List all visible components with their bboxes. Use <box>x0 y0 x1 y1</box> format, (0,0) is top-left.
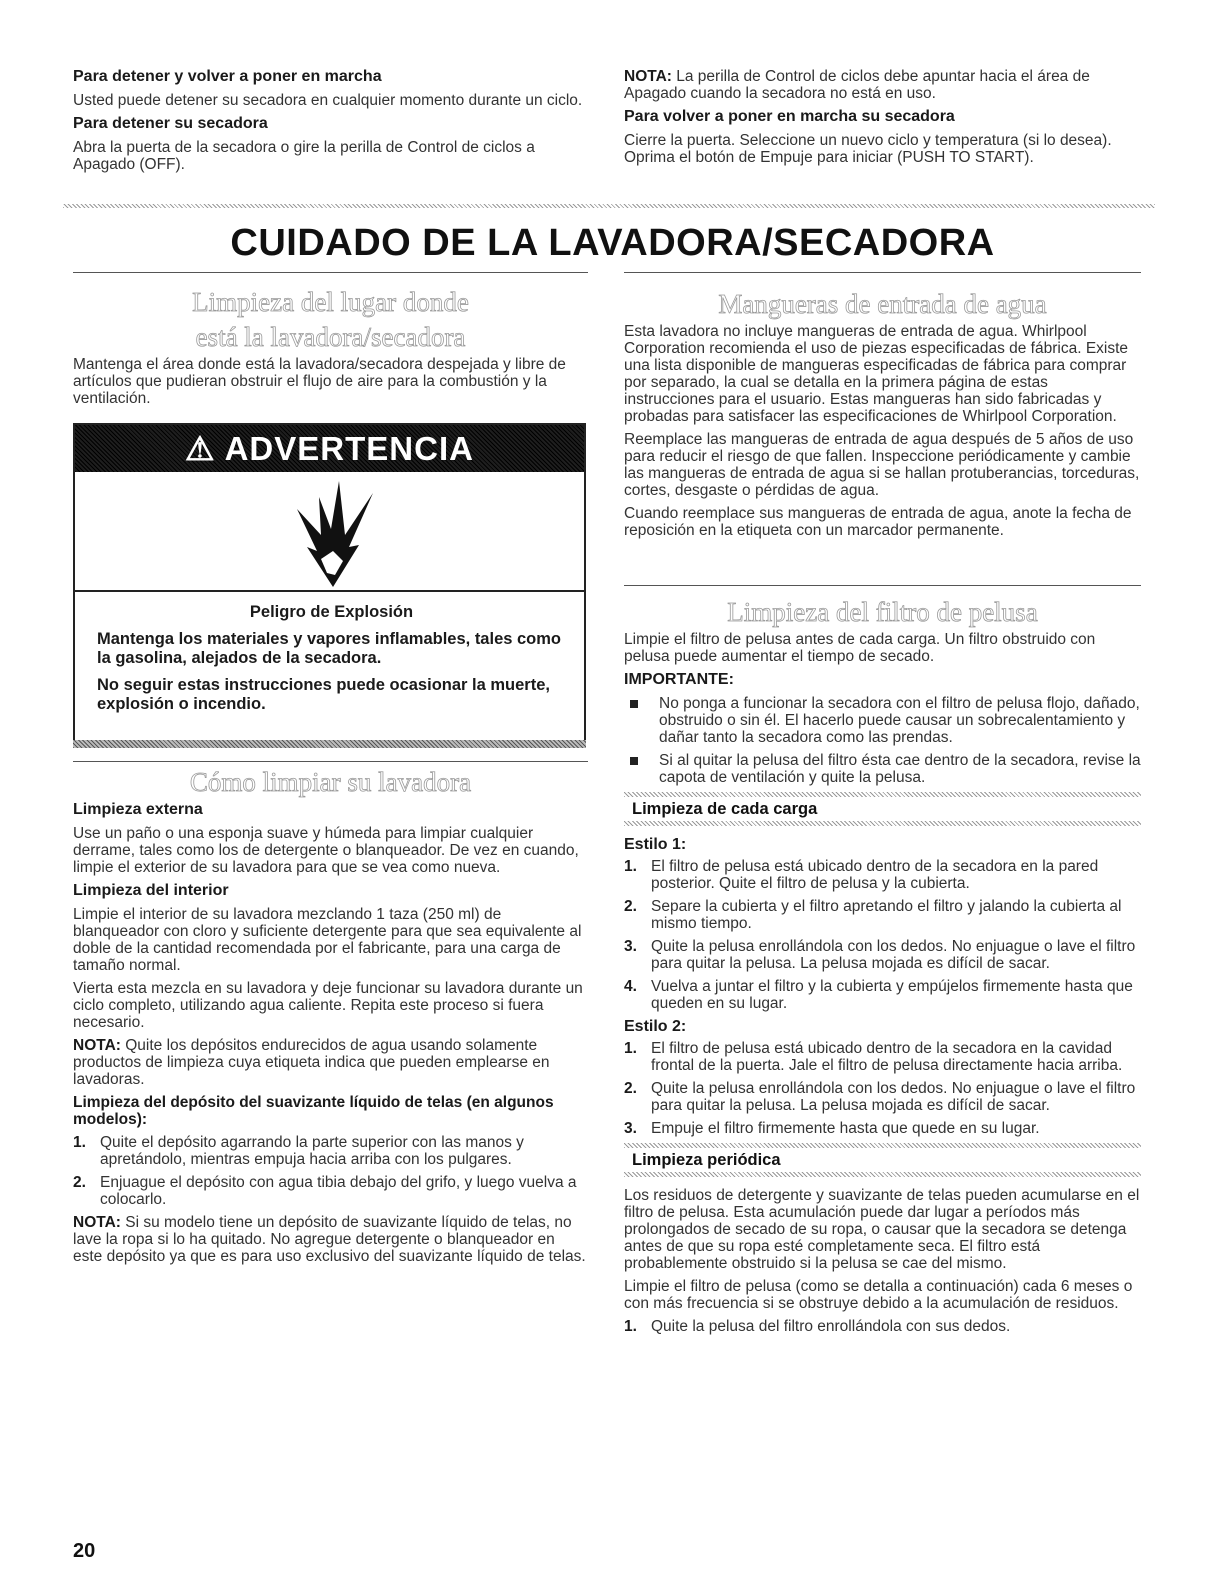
text-hoses-3: Cuando reemplace sus mangueras de entrada de agua, anote la fecha de reposición en la etiqueta con un marcador permanente. <box>624 505 1132 539</box>
section-site-cleaning <box>73 288 588 413</box>
text-periodic-2: Limpie el filtro de pelusa (como se detalla a continuación) cada 6 meses o con más frecuencia si se obstruye debido a la acumulación de residuos. <box>624 1278 1133 1312</box>
style-1-steps <box>624 858 1141 1012</box>
text-interior-cleaning-1: Limpie el interior de su lavadora mezclando 1 taza (250 ml) de blanqueador con cloro y suficiente detergente para que sea equivalente al doble de la cantidad recomendada por el fabricante, para una carga de tamaño normal. <box>73 906 582 974</box>
heading-restart-dryer: Para volver a poner en marcha su secadora <box>624 108 955 125</box>
label-style-1: Estilo 1: <box>624 836 687 853</box>
text-interior-cleaning-2: Vierta esta mezcla en su lavadora y deje funcionar su lavadora durante un ciclo completo, utilizando agua caliente. Repita este proceso si fuera necesario. <box>73 980 583 1031</box>
list-item: 1. Quite la pelusa del filtro enrollándola con sus dedos. <box>624 1318 1011 1335</box>
explosion-icon <box>287 479 379 587</box>
text-restart-dryer: Cierre la puerta. Seleccione un nuevo ciclo y temperatura (si lo desea). Oprima el botón de Empuje para iniciar (PUSH TO START). <box>624 132 1112 166</box>
section-title-hoses: Mangueras de entrada de agua <box>718 289 1047 319</box>
warning-line1: Mantenga los materiales y vapores inflamables, tales como la gasolina, alejados de la secadora. <box>97 630 562 667</box>
softener-steps <box>73 1134 588 1208</box>
top-divider <box>63 204 1155 208</box>
top-right-block <box>624 68 1149 172</box>
list-item: 3. Empuje el filtro firmemente hasta que quede en su lugar. <box>624 1120 1040 1137</box>
note-softener: NOTA: Si su modelo tiene un depósito de suavizante líquido de telas, no lave la ropa si lo ha quitado. No agregue detergente o blanqueador en este depósito ya que es para uso exclusivo del suavizante líquido de telas. <box>73 1214 586 1265</box>
top-left-block <box>73 68 588 179</box>
text-external-cleaning: Use un paño o una esponja suave y húmeda para limpiar cualquier derrame, tales como los de detergente o blanqueador. De vez en cuando, limpie el exterior de su lavadora para que se vea como nueva. <box>73 825 579 876</box>
page-title: CUIDADO DE LA LAVADORA/SECADORA <box>230 222 995 264</box>
list-item: Si al quitar la pelusa del filtro ésta cae dentro de la secadora, revise la capota de ventilación y quite la pelusa. <box>624 752 1141 786</box>
section-water-hoses <box>624 290 1141 545</box>
section-washer-cleaning <box>73 768 588 1271</box>
text-site-cleaning: Mantenga el área donde está la lavadora/secadora despejada y libre de artículos que pudieran obstruir el flujo de aire para la combustión y la ventilación. <box>73 356 566 407</box>
list-item: 1. Quite el depósito agarrando la parte superior con las manos y apretándolo, mientras empuja hacia arriba con los pulgares. <box>73 1134 524 1168</box>
page-number: 20 <box>73 1540 96 1562</box>
section-title-site-line1: Limpieza del lugar donde <box>192 287 469 317</box>
heading-external-cleaning: Limpieza externa <box>73 801 203 818</box>
warning-line2: No seguir estas instrucciones puede ocasionar la muerte, explosión o incendio. <box>97 676 550 713</box>
warning-header: ⚠ ADVERTENCIA <box>75 425 584 472</box>
section-title-lint: Limpieza del filtro de pelusa <box>727 597 1038 627</box>
bullet-square-icon <box>630 700 638 708</box>
subheading-each-load: Limpieza de cada carga <box>624 792 1141 826</box>
important-bullets <box>624 695 1141 786</box>
label-important: IMPORTANTE: <box>624 671 734 688</box>
text-stop-restart: Usted puede detener su secadora en cualquier momento durante un ciclo. <box>73 92 583 109</box>
warning-text <box>97 603 566 722</box>
heading-stop-restart: Para detener y volver a poner en marcha <box>73 68 382 85</box>
list-item: 1. El filtro de pelusa está ubicado dentro de la secadora en la pared posterior. Quite el filtro de pelusa y la cubierta. <box>624 858 1099 892</box>
list-item: 2. Quite la pelusa enrollándola con los dedos. No enjuague o lave el filtro para quitar la pelusa. La pelusa mojada es difícil de sacar. <box>624 1080 1136 1114</box>
bullet-square-icon <box>630 757 638 765</box>
right-section-rule <box>624 585 1141 586</box>
style-2-steps <box>624 1040 1141 1137</box>
text-lint-intro: Limpie el filtro de pelusa antes de cada carga. Un filtro obstruido con pelusa puede aumentar el tiempo de secado. <box>624 631 1096 665</box>
section-title-washer: Cómo limpiar su lavadora <box>189 767 472 797</box>
label-style-2: Estilo 2: <box>624 1018 687 1035</box>
list-item: 3. Quite la pelusa enrollándola con los dedos. No enjuague o lave el filtro para quitar la pelusa. La pelusa mojada es difícil de sacar. <box>624 938 1136 972</box>
heading-softener-dispenser: Limpieza del depósito del suavizante líquido de telas (en algunos modelos): <box>73 1094 554 1128</box>
text-hoses-1: Esta lavadora no incluye mangueras de entrada de agua. Whirlpool Corporation recomienda el uso de piezas especificadas de fábrica. Existe una lista disponible de mangueras especificadas de fábrica para comprar por separado, la cual se detalla en la primera página de estas instrucciones para el usuario. Estas mangueras han sido fabricadas y probadas para satisfacer las especificaciones de Whirlpool Corporation. <box>624 323 1129 425</box>
list-item: 4. Vuelva a juntar el filtro y la cubierta y empújelos firmemente hasta que queden en su lugar. <box>624 978 1133 1012</box>
warning-triangle-icon: ⚠ <box>185 430 216 467</box>
subheading-periodic: Limpieza periódica <box>624 1143 1141 1177</box>
left-section-rule <box>73 761 588 762</box>
periodic-steps <box>624 1318 1141 1335</box>
text-stop-dryer: Abra la puerta de la secadora o gire la perilla de Control de ciclos a Apagado (OFF). <box>73 139 535 173</box>
heading-stop-dryer: Para detener su secadora <box>73 115 268 132</box>
heading-interior-cleaning: Limpieza del interior <box>73 882 229 899</box>
section-title-site-line2: está la lavadora/secadora <box>195 322 466 352</box>
warning-box <box>73 423 586 748</box>
list-item: 2. Separe la cubierta y el filtro apretando el filtro y jalando la cubierta al mismo tiempo. <box>624 898 1122 932</box>
section-lint-filter <box>624 598 1141 1341</box>
note-cycle-knob: NOTA: La perilla de Control de ciclos debe apuntar hacia el área de Apagado cuando la secadora no está en uso. <box>624 68 1090 102</box>
warning-separator <box>75 590 584 592</box>
text-hoses-2: Reemplace las mangueras de entrada de agua después de 5 años de uso para reducir el riesgo de que fallen. Inspeccione periódicamente y cambie las mangueras de entrada de agua si se hallan protuberancias, torceduras, cortes, desgaste o pérdidas de agua. <box>624 431 1140 499</box>
note-hard-deposits: NOTA: Quite los depósitos endurecidos de agua usando solamente productos de limpieza cuya etiqueta indica que pueden emplearse en lavadoras. <box>73 1037 550 1088</box>
list-item: 1. El filtro de pelusa está ubicado dentro de la secadora en la cavidad frontal de la puerta. Jale el filtro de pelusa directamente hacia arriba. <box>624 1040 1123 1074</box>
list-item: 2. Enjuague el depósito con agua tibia debajo del grifo, y luego vuelva a colocarlo. <box>73 1174 577 1208</box>
title-rule-right <box>624 272 1141 273</box>
warning-hazard: Peligro de Explosión <box>249 603 414 621</box>
list-item: No ponga a funcionar la secadora con el filtro de pelusa flojo, dañado, obstruido o sin él. El hacerlo puede causar un sobrecalentamiento y dañar tanto la secadora como las prendas. <box>624 695 1141 746</box>
title-rule-left <box>73 272 588 273</box>
warning-shadow <box>73 740 586 748</box>
text-periodic-1: Los residuos de detergente y suavizante de telas pueden acumularse en el filtro de pelusa. Esta acumulación puede dar lugar a períodos más prolongados de secado de su ropa, o causar que la secadora se detenga antes de que su ropa esté completamente seca. El filtro está probablemente obstruido si la pelusa se cae del mismo. <box>624 1187 1140 1272</box>
